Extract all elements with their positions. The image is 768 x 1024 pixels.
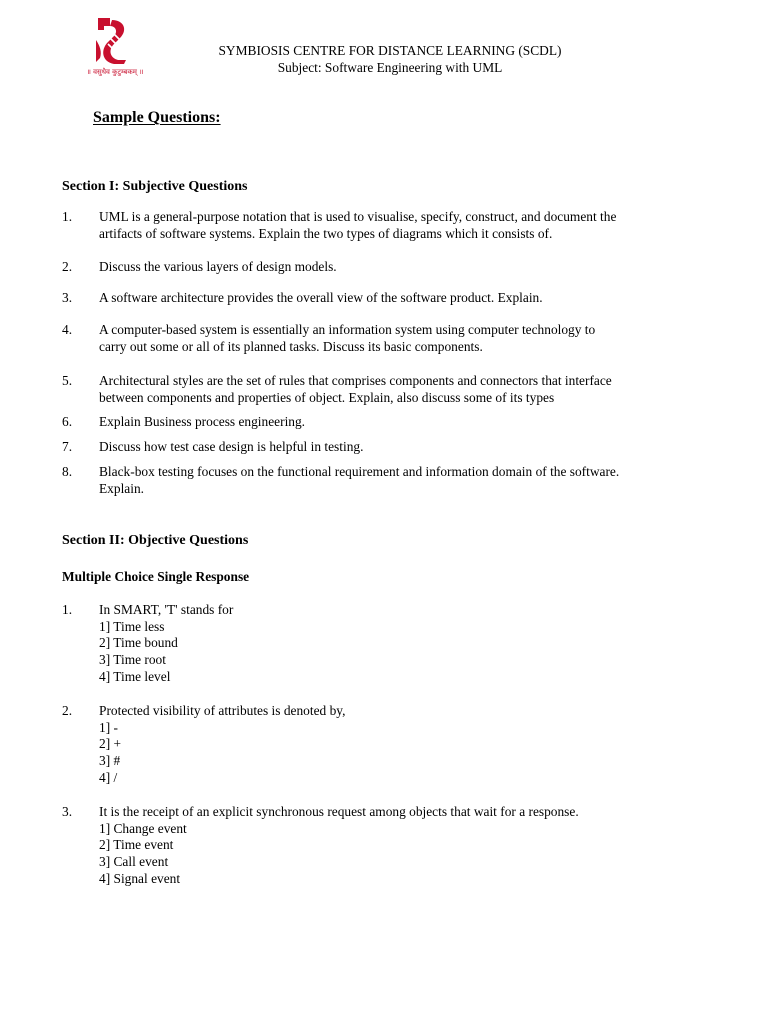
question-line: carry out some or all of its planned tasks. Discuss its basic components. (99, 338, 483, 354)
question-number: 4. (62, 322, 73, 337)
answer-option: 2] + (99, 736, 122, 752)
section1-question (62, 464, 712, 497)
answer-option: 3] Call event (99, 854, 169, 870)
question-number: 3. (62, 290, 73, 305)
question-line: A software architecture provides the overall view of the software product. Explain. (99, 290, 543, 305)
question-line: Explain Business process engineering. (99, 414, 306, 429)
question-line: artifacts of software systems. Explain the two types of diagrams which it consists of. (99, 225, 553, 241)
question-text (99, 439, 712, 456)
question-number: 5. (62, 373, 73, 388)
question-number: 1. (62, 209, 73, 224)
answer-option: 3] # (99, 753, 121, 769)
answer-option: 4] / (99, 769, 118, 785)
question-text (99, 464, 712, 497)
section2-subheading: Multiple Choice Single Response (62, 569, 250, 584)
answer-option: 2] Time bound (99, 635, 178, 651)
question-line: Discuss the various layers of design models. (99, 259, 337, 274)
section2-question (62, 804, 712, 888)
question-number: 2. (62, 259, 73, 274)
question-number: 7. (62, 439, 73, 454)
answer-option: 3] Time root (99, 652, 166, 668)
question-text (99, 804, 712, 888)
question-line: In SMART, 'T' stands for (99, 602, 234, 617)
question-number: 3. (62, 804, 73, 819)
section1-question (62, 209, 712, 242)
answer-option: 4] Signal event (99, 870, 181, 886)
question-line: Explain. (99, 480, 144, 496)
answer-option: 4] Time level (99, 668, 171, 684)
question-line: between components and properties of object. Explain, also discuss some of its types (99, 389, 555, 405)
section1-question (62, 322, 712, 355)
question-line: Architectural styles are the set of rules that comprises components and connectors that interface (99, 373, 612, 388)
question-line: Protected visibility of attributes is denoted by, (99, 703, 346, 718)
question-line: UML is a general-purpose notation that is used to visualise, specify, construct, and document the (99, 209, 617, 224)
question-text (99, 373, 712, 406)
question-text (99, 322, 712, 355)
logo-motto: ॥ वसुधैव कुटुम्बकम् ॥ (86, 68, 144, 76)
section2-question (62, 703, 712, 787)
question-text (99, 290, 712, 307)
question-number: 6. (62, 414, 73, 429)
answer-option: 1] Change event (99, 820, 187, 836)
institution-logo (84, 16, 144, 80)
question-text (99, 209, 712, 242)
section1-question (62, 259, 712, 276)
question-number: 8. (62, 464, 73, 479)
scdl-emblem-icon (94, 16, 130, 66)
question-number: 2. (62, 703, 73, 718)
question-line: Black-box testing focuses on the functional requirement and information domain of the software. (99, 464, 620, 479)
section1-question (62, 373, 712, 406)
question-line: Discuss how test case design is helpful in testing. (99, 439, 364, 454)
question-text (99, 602, 712, 686)
answer-option: 1] Time less (99, 618, 165, 634)
institution-name: SYMBIOSIS CENTRE FOR DISTANCE LEARNING (SCDL) (218, 43, 562, 58)
question-line: It is the receipt of an explicit synchronous request among objects that wait for a response. (99, 804, 579, 819)
section1-question (62, 290, 712, 307)
answer-option: 1] - (99, 719, 118, 735)
subject-line: Subject: Software Engineering with UML (277, 59, 503, 75)
section1-question (62, 439, 712, 456)
page-title: Sample Questions: (93, 109, 221, 126)
document-header (150, 43, 630, 76)
question-text (99, 259, 712, 276)
question-text (99, 414, 712, 431)
section1-question (62, 414, 712, 431)
answer-option: 2] Time event (99, 837, 174, 853)
question-text (99, 703, 712, 787)
section1-heading: Section I: Subjective Questions (62, 179, 248, 194)
question-line: A computer-based system is essentially an information system using computer technology to (99, 322, 596, 337)
section2-question (62, 602, 712, 686)
section2-heading: Section II: Objective Questions (62, 533, 249, 548)
question-number: 1. (62, 602, 73, 617)
